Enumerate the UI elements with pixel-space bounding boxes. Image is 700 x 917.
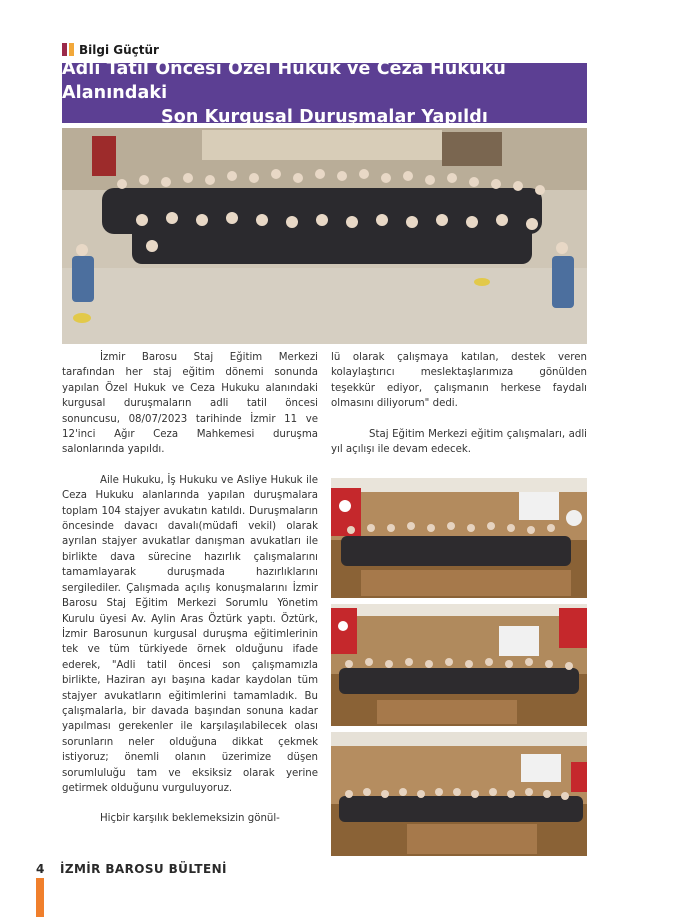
right-text-column <box>331 350 587 457</box>
article-title-line1: Adli Tatil Öncesi Özel Hukuk ve Ceza Hukuku Alanındaki <box>62 59 506 103</box>
paragraph-body: Aile Hukuku, İş Hukuku ve Asliye Hukuk ile Ceza Hukuku alanlarında yapılan duruşmalara toplam 104 stajyer avukatın katıldı. Duruşmaların öncesinde davacı davalı(müdafi vekil) olarak ayrılan stajyer avukatlar danışman avukatları ile birlikte dava sürecine hazırlık çalışmalarını tamamlayarak duruşmada hazırlıklarını sergilediler. Çalışmada açılış konuşmalarını İzmir Barosu Staj Eğitim Merkezi Sorumlu Yönetim Kurulu üyesi Av. Aylin Aras Öztürk yaptı. Öztürk, İzmir Barosunun kurgusal duruşma eğitimlerinin tek ve tüm türkiyede örnek olduğunu ifade ederek, "Adli tatil öncesi son çalışmamızla birlikte, Haziran ayı başına kadar kaydolan tüm stajyer avukatların eğitimlerini tamamladık. Bu çalışmalarla, bir davada başından sonuna kadar yapılması gerekenler ile karşılaşılabilecek olası sorunların neler olduğuna dikkat çekmek istiyoruz; önemli olanın üzerimize düşen sorumluluğu tam ve eksiksiz olarak yerine getirmek olduğunu vurguluyoruz. <box>62 474 318 794</box>
section-tag-bar-red <box>62 43 67 56</box>
courtroom-photo-1 <box>331 478 587 598</box>
article-title <box>62 59 587 127</box>
paragraph-continued: Hiçbir karşılık beklemeksizin gönül- <box>100 813 280 825</box>
section-tag-bar-orange <box>69 43 74 56</box>
section-tag <box>62 42 159 57</box>
left-text-column <box>62 350 318 827</box>
publication-name: İZMİR BAROSU BÜLTENİ <box>60 862 227 876</box>
paragraph-closing: Staj Eğitim Merkezi eğitim çalışmaları, adli yıl açılışı ile devam edecek. <box>331 428 587 456</box>
paragraph-intro: İzmir Barosu Staj Eğitim Merkezi tarafından her staj eğitim dönemi sonunda yapılan Özel Hukuk ve Ceza Hukuku alanındaki kurgusal duruşmaların adli tatil öncesi sonuncusu, 08/07/2023 tarihinde İzmir 11 ve 12'inci Ağır Ceza Mahkemesi duruşma salonlarında yapıldı. <box>62 352 318 456</box>
main-group-photo <box>62 128 587 344</box>
footer-accent-strip <box>36 878 44 917</box>
section-label: Bilgi Güçtür <box>79 42 159 57</box>
page-number: 4 <box>36 862 45 876</box>
page-footer <box>36 862 227 876</box>
courtroom-photo-2 <box>331 604 587 726</box>
courtroom-photo-3 <box>331 732 587 856</box>
paragraph-quote-end: lü olarak çalışmaya katılan, destek veren kolaylaştırıcı meslektaşlarımıza gönülden teşekkür ediyor, çalışmanın herkese faydalı olmasını diliyorum" dedi. <box>331 352 587 410</box>
article-title-line2: Son Kurgusal Duruşmalar Yapıldı <box>161 107 488 127</box>
